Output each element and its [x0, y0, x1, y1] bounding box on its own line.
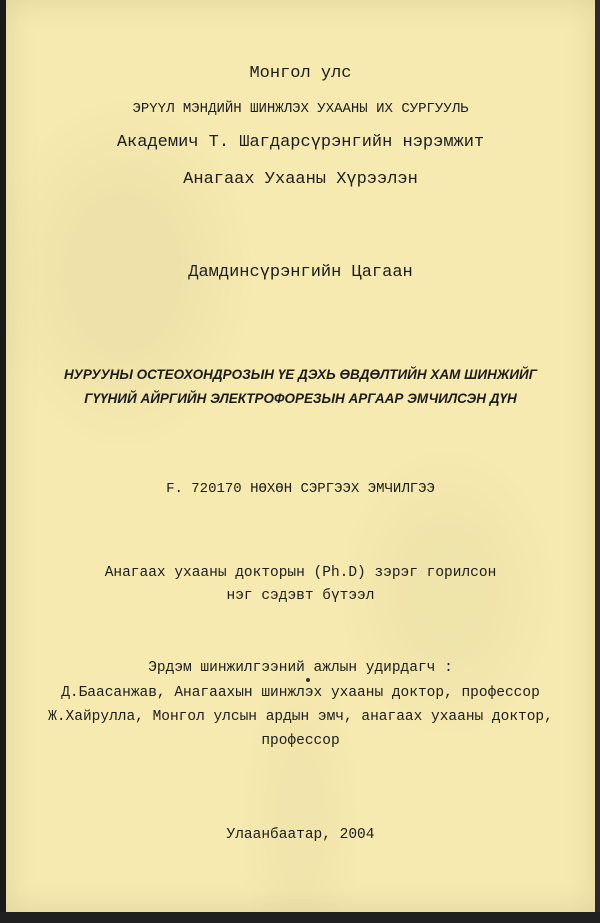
place-year: Улаанбаатар, 2004: [226, 827, 375, 843]
thesis-title-line2: ГҮҮНИЙ АЙРГИЙН ЭЛЕКТРОФОРЕЗЫН АРГААР ЭМЧИЛСЭН ДҮН: [84, 391, 517, 406]
degree-line1: Анагаах ухааны докторын (Ph.D) зэрэг горилсон: [104, 565, 497, 581]
supervisor-line1: Д.Баасанжав, Анагаахын шинжлэх ухааны доктор, профессор: [61, 685, 540, 701]
supervisor-line2: Ж.Хайрулла, Монгол улсын ардын эмч, анагаах ухааны доктор,: [48, 709, 553, 725]
scan-edge-right: [595, 0, 600, 923]
ink-speck: [306, 678, 310, 682]
degree-line2: нэг сэдэвт бүтээл: [226, 588, 375, 604]
school-name: Анагаах Ухааны Хүрээлэн: [183, 170, 418, 189]
university-name: ЭРҮҮЛ МЭНДИЙН ШИНЖЛЭХ УХААНЫ ИХ СУРГУУЛЬ: [132, 101, 469, 117]
supervisor-line3: профессор: [261, 733, 340, 749]
academic-dedication: Академич Т. Шагдарсүрэнгийн нэрэмжит: [116, 133, 485, 152]
scan-edge-bottom: [0, 912, 600, 923]
author-name: Дамдинсүрэнгийн Цагаан: [188, 263, 413, 282]
title-page: [6, 0, 595, 912]
specialty-code: F. 720170 НӨХӨН СЭРГЭЭХ ЭМЧИЛГЭЭ: [166, 481, 435, 497]
supervisors-heading: Эрдэм шинжилгээний ажлын удирдагч :: [148, 660, 453, 676]
country-name: Монгол улс: [249, 64, 352, 83]
thesis-title-line1: НУРУУНЫ ОСТЕОХОНДРОЗЫН ҮЕ ДЭХЬ ӨВДӨЛТИЙН ХАМ ШИНЖИЙГ: [63, 367, 538, 382]
thesis-title: [6, 363, 595, 411]
